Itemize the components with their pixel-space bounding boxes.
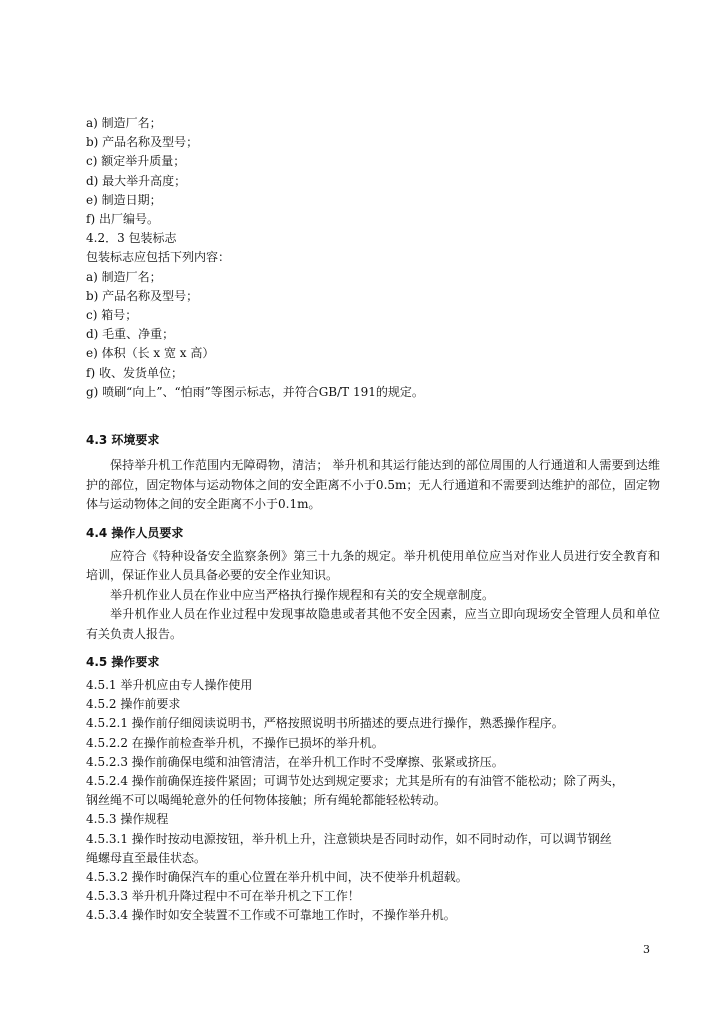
section-paragraph: 举升机作业人员在作业过程中发现事故隐患或者其他不安全因素，应当立即向现场安全管理人员和单位有关负责人报告。 bbox=[86, 607, 660, 641]
list-item: e) 制造日期； bbox=[86, 192, 162, 207]
nameplate-list bbox=[86, 114, 660, 229]
clause-line: 4.5.3.3 举升机升降过程中不可在举升机之下工作！ bbox=[86, 889, 360, 904]
clause-line: 4.5.1 举升机应由专人操作使用 bbox=[86, 678, 253, 693]
clause-line: 绳螺母直至最佳状态。 bbox=[86, 850, 207, 865]
section-paragraph: 保持举升机工作范围内无障碍物，清洁； 举升机和其运行能达到的部位周围的人行通道和人需要到达维护的部位，固定物体与运动物体之间的安全距离不小于0.5m；无人行通道和不需要到达维护的部位，固定物体与运动物体之间的安全距离不小于0.1m。 bbox=[86, 458, 660, 512]
section-heading: 4.2．3 包装标志 bbox=[86, 231, 177, 246]
list-item: b) 产品名称及型号； bbox=[86, 135, 199, 150]
list-item: d) 毛重、净重； bbox=[86, 327, 175, 342]
clause-line: 4.5.3.1 操作时按动电源按钮，举升机上升，注意锁块是否同时动作，如不同时动作，可以调节钢丝 bbox=[86, 831, 612, 846]
clause-line: 4.5.2.4 操作前确保连接件紧固；可调节处达到规定要求；尤其是所有的有油管不能松动；除了两头， bbox=[86, 774, 624, 789]
list-item: e) 体积（长 x 宽 x 高） bbox=[86, 346, 215, 361]
clause-line: 4.5.2.1 操作前仔细阅读说明书，严格按照说明书所描述的要点进行操作，熟悉操作程序。 bbox=[86, 716, 564, 731]
list-item: f) 收、发货单位； bbox=[86, 365, 183, 380]
clause-line: 4.5.2.3 操作前确保电缆和油管清洁，在举升机工作时不受摩擦、张紧或挤压。 bbox=[86, 754, 504, 769]
section-intro: 包装标志应包括下列内容： bbox=[86, 250, 231, 265]
section-paragraph: 应符合《特种设备安全监察条例》第三十九条的规定。举升机使用单位应当对作业人员进行安全教育和培训，保证作业人员具备必要的安全作业知识。 bbox=[86, 548, 660, 583]
page-number: 3 bbox=[643, 943, 650, 956]
list-item: b) 产品名称及型号； bbox=[86, 288, 199, 303]
section-heading: 4.3 环境要求 bbox=[86, 433, 160, 448]
environment-section bbox=[86, 430, 660, 515]
document-body bbox=[86, 114, 660, 926]
personnel-section bbox=[86, 523, 660, 645]
list-item: g) 喷刷“向上”、“怕雨”等图示标志，并符合GB/T 191的规定。 bbox=[86, 384, 424, 399]
clause-line: 4.5.2 操作前要求 bbox=[86, 697, 181, 712]
clause-line: 钢丝绳不可以喝绳轮意外的任何物体接触；所有绳轮都能轻松转动。 bbox=[86, 793, 447, 808]
list-item: c) 箱号； bbox=[86, 308, 138, 323]
packing-section bbox=[86, 229, 660, 402]
operation-section bbox=[86, 652, 660, 926]
clause-line: 4.5.3.2 操作时确保汽车的重心位置在举升机中间，决不使举升机超载。 bbox=[86, 870, 468, 885]
list-item: a) 制造厂名； bbox=[86, 116, 162, 130]
list-item: c) 额定举升质量； bbox=[86, 154, 186, 169]
section-heading: 4.5 操作要求 bbox=[86, 655, 160, 670]
list-item: a) 制造厂名； bbox=[86, 269, 162, 284]
clause-line: 4.5.3 操作规程 bbox=[86, 812, 169, 827]
list-item: d) 最大举升高度； bbox=[86, 173, 187, 188]
clause-line: 4.5.2.2 在操作前检查举升机，不操作已损坏的举升机。 bbox=[86, 735, 384, 750]
clause-line: 4.5.3.4 操作时如安全装置不工作或不可靠地工作时，不操作举升机。 bbox=[86, 908, 456, 923]
list-item: f) 出厂编号。 bbox=[86, 212, 159, 227]
section-paragraph: 举升机作业人员在作业中应当严格执行操作规程和有关的安全规章制度。 bbox=[110, 587, 495, 602]
section-heading: 4.4 操作人员要求 bbox=[86, 525, 184, 540]
